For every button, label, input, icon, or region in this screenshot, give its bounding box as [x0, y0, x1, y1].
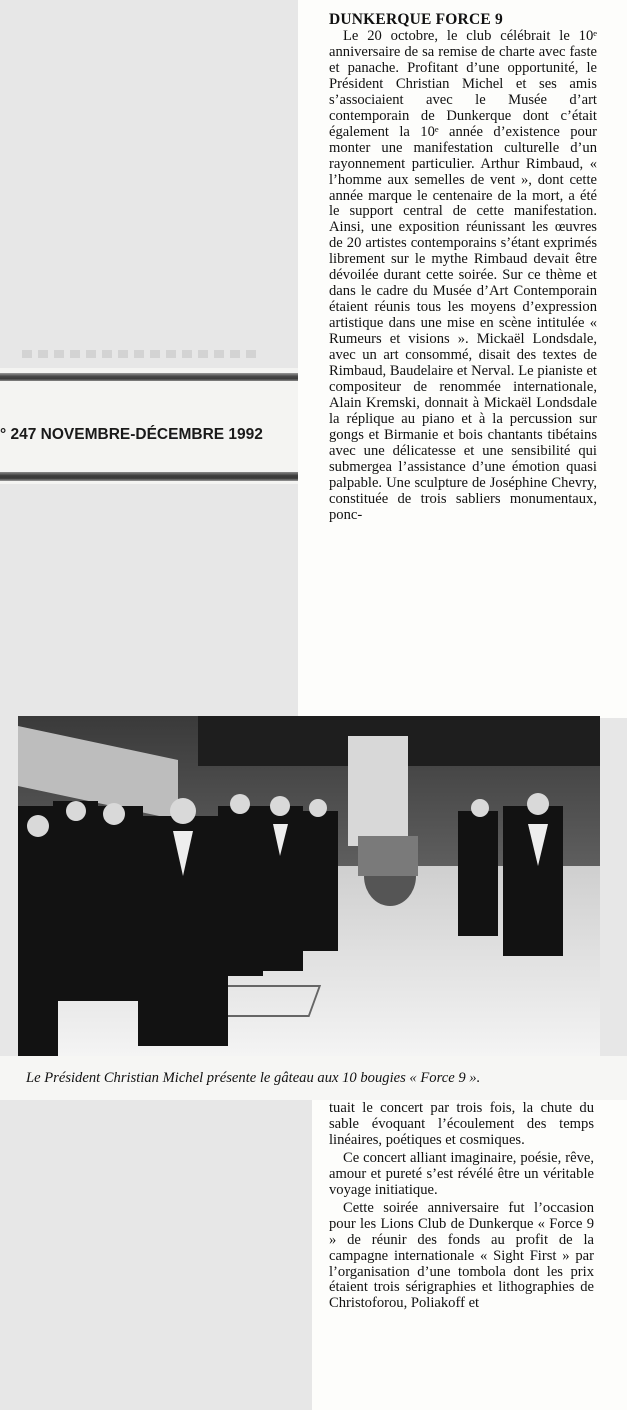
article-paragraph-3: Cette soirée anniversaire fut l’occasion pour les Lions Club de Dunkerque « Force 9 » de réunir des fonds au profit de la campagne internationale « Sight First » par l’organisation d’une tombola dont les prix étaient trois sérigraphies et lithographies de Christoforou, Poliakoff et [329, 1199, 594, 1312]
article-column-bottom [329, 1101, 594, 1312]
article-column-top [329, 12, 597, 524]
photo-caption: Le Président Christian Michel présente le gâteau aux 10 bougies « Force 9 ». [26, 1070, 481, 1086]
article-paragraph-2: Ce concert alliant imaginaire, poésie, rêve, amour et pureté s’est révélé être un véritable voyage initiatique. [329, 1149, 594, 1198]
article-continuation: tuait le concert par trois fois, la chute du sable évoquant l’écoulement des temps linéaires, poétiques et cosmiques. [329, 1100, 594, 1148]
masthead-rule-top [0, 373, 298, 381]
article-title: DUNKERQUE FORCE 9 [329, 11, 503, 28]
article-paragraph-1: Le 20 octobre, le club célébrait le 10ᵉ anniversaire de sa remise de charte avec faste et panache. Profitant d’une opportunité, le Président Christian Michel et ses amis s’associaient avec le Musée d’art contemporain de Dunkerque dont c’était également la 10ᵉ année d’existence pour monter une manifestation culturelle d’un rayonnement particulier. Arthur Rimbaud, « l’homme aux semelles de vent », dont cette année marque le centenaire de la mort, a été le support central de cette manifestation. Ainsi, une exposition réunissant les œuvres de 20 artistes contemporains s’étant exprimés librement sur le mythe Rimbaud devait être dévoilée durant cette soirée. Sur ce thème et dans le cadre du Musée d’Art Contemporain étaient réunis tous les moyens d’expression artistique dans une mise en scène intitulée « Rumeurs et visions ». Mickaël Londsdale, avec un art consommé, disait des textes de Rimbaud, Baudelaire et Nerval. Le pianiste et compositeur de renommée internationale, Alain Kremski, donnait à Mickaël Londsdale la réplique au piano et à la percussion sur gongs et Birmanie et bois chantants tibétains avec une délicatesse et une sensibilité qui submergea l’assistance d’une émotion quasi palpable. Une sculpture de Joséphine Chevry, constituée de trois sabliers monumentaux, ponc- [329, 28, 597, 523]
cut-off-text-line [22, 350, 262, 358]
issue-number: ° 247 NOVEMBRE-DÉCEMBRE 1992 [0, 426, 263, 443]
event-photo [18, 716, 600, 1056]
masthead-rule-bottom [0, 472, 298, 481]
